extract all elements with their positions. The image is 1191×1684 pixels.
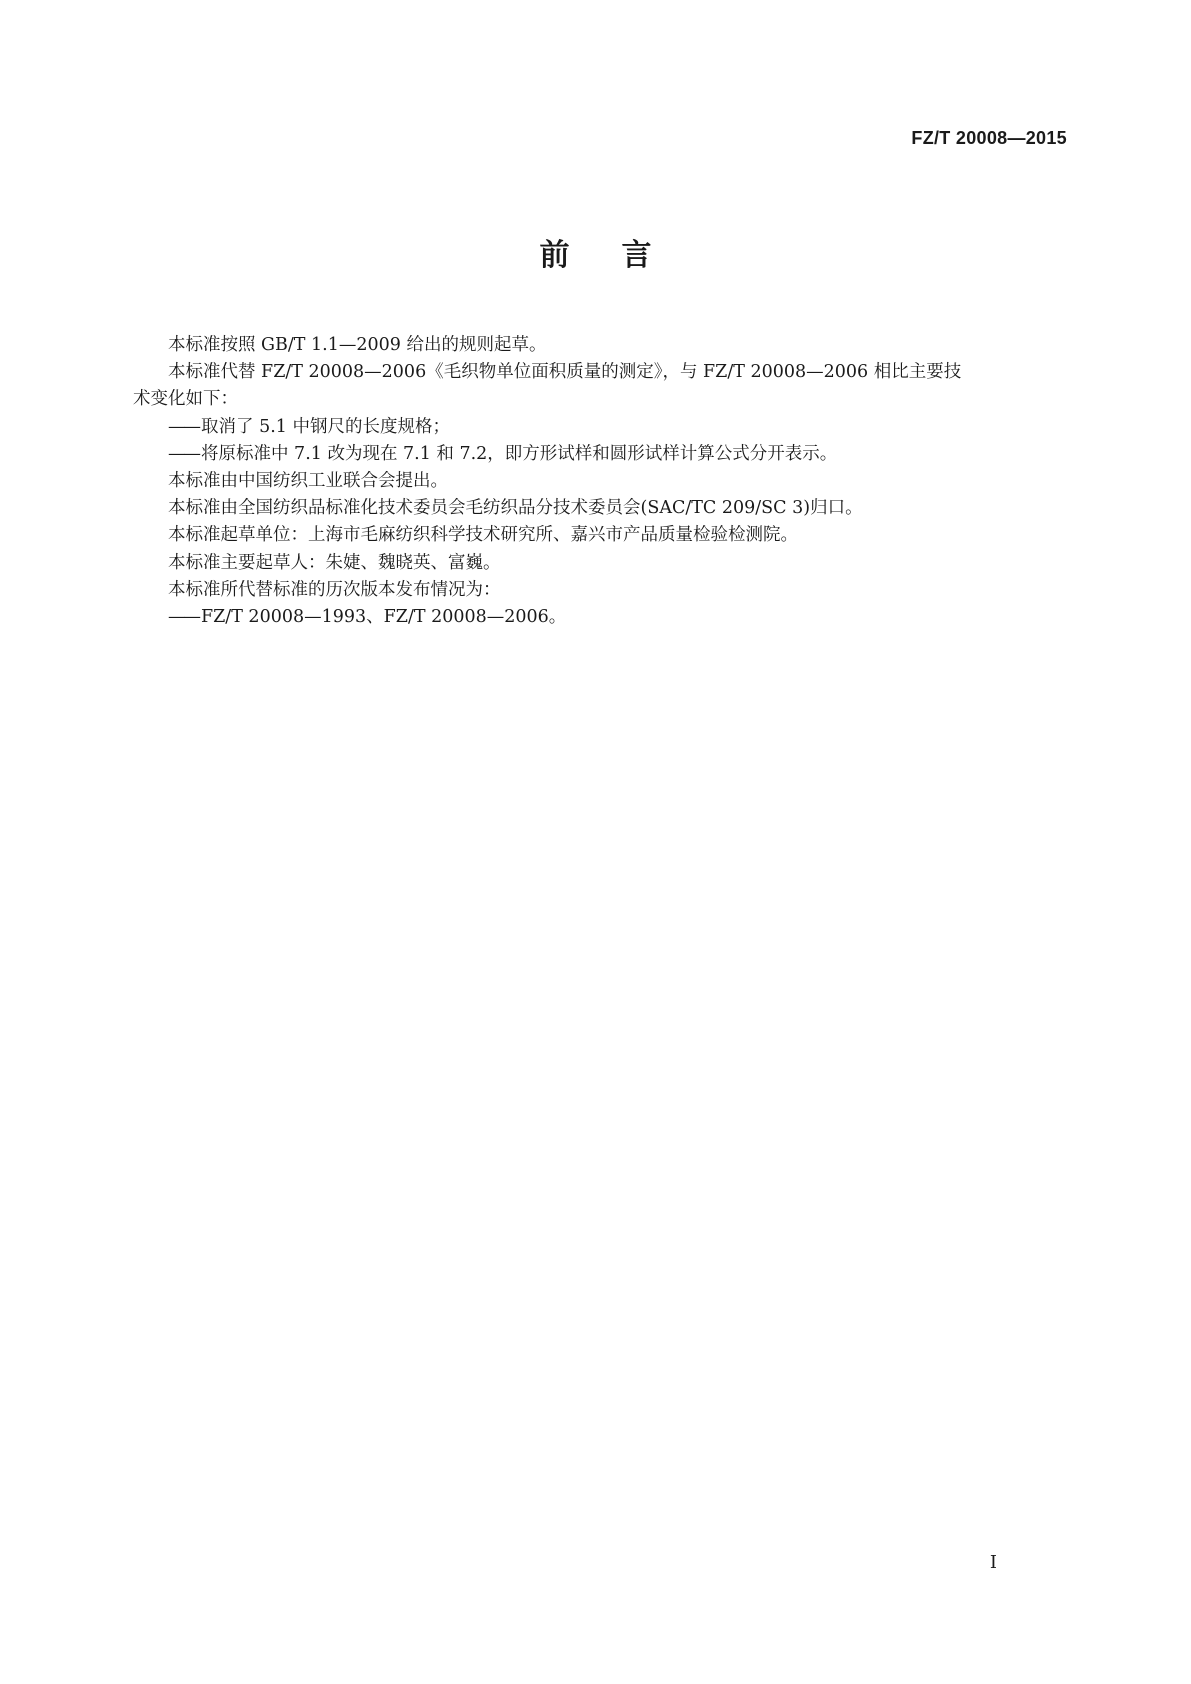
paragraph-replacement-line1: 本标准代替 FZ/T 20008—2006《毛织物单位面积质量的测定》，与 FZ/T 20008—2006 相比主要技 xyxy=(168,362,962,383)
list-item-text: 将原标准中 7.1 改为现在 7.1 和 7.2，即方形试样和圆形试样计算公式分开表示。 xyxy=(201,443,838,464)
list-item xyxy=(133,441,1063,468)
dash-marker: —— xyxy=(168,443,199,464)
paragraph-drafting-units: 本标准起草单位：上海市毛麻纺织科学技术研究所、嘉兴市产品质量检验检测院。 xyxy=(168,525,798,546)
dash-marker: —— xyxy=(168,607,199,628)
page-title: 前言 xyxy=(539,238,704,273)
document-body xyxy=(133,332,1063,631)
page-number: I xyxy=(989,1552,997,1573)
paragraph-technical-committee: 本标准由全国纺织品标准化技术委员会毛纺织品分技术委员会(SAC/TC 209/SC 3)归口。 xyxy=(168,498,863,519)
paragraph-drafters: 本标准主要起草人：朱婕、魏晓英、富巍。 xyxy=(168,552,501,573)
paragraph-proposer: 本标准由中国纺织工业联合会提出。 xyxy=(168,471,448,492)
list-item-text: FZ/T 20008—1993、FZ/T 20008—2006。 xyxy=(201,607,567,628)
dash-marker: —— xyxy=(168,416,199,437)
document-code: FZ/T 20008—2015 xyxy=(911,128,1067,148)
paragraph-version-history: 本标准所代替标准的历次版本发布情况为： xyxy=(168,579,501,600)
list-item xyxy=(133,414,1063,441)
paragraph-drafting-rules: 本标准按照 GB/T 1.1—2009 给出的规则起草。 xyxy=(168,335,547,355)
list-item xyxy=(133,604,1063,631)
list-item-text: 取消了 5.1 中钢尺的长度规格； xyxy=(201,416,450,437)
paragraph-replacement-line2: 术变化如下： xyxy=(133,389,238,410)
